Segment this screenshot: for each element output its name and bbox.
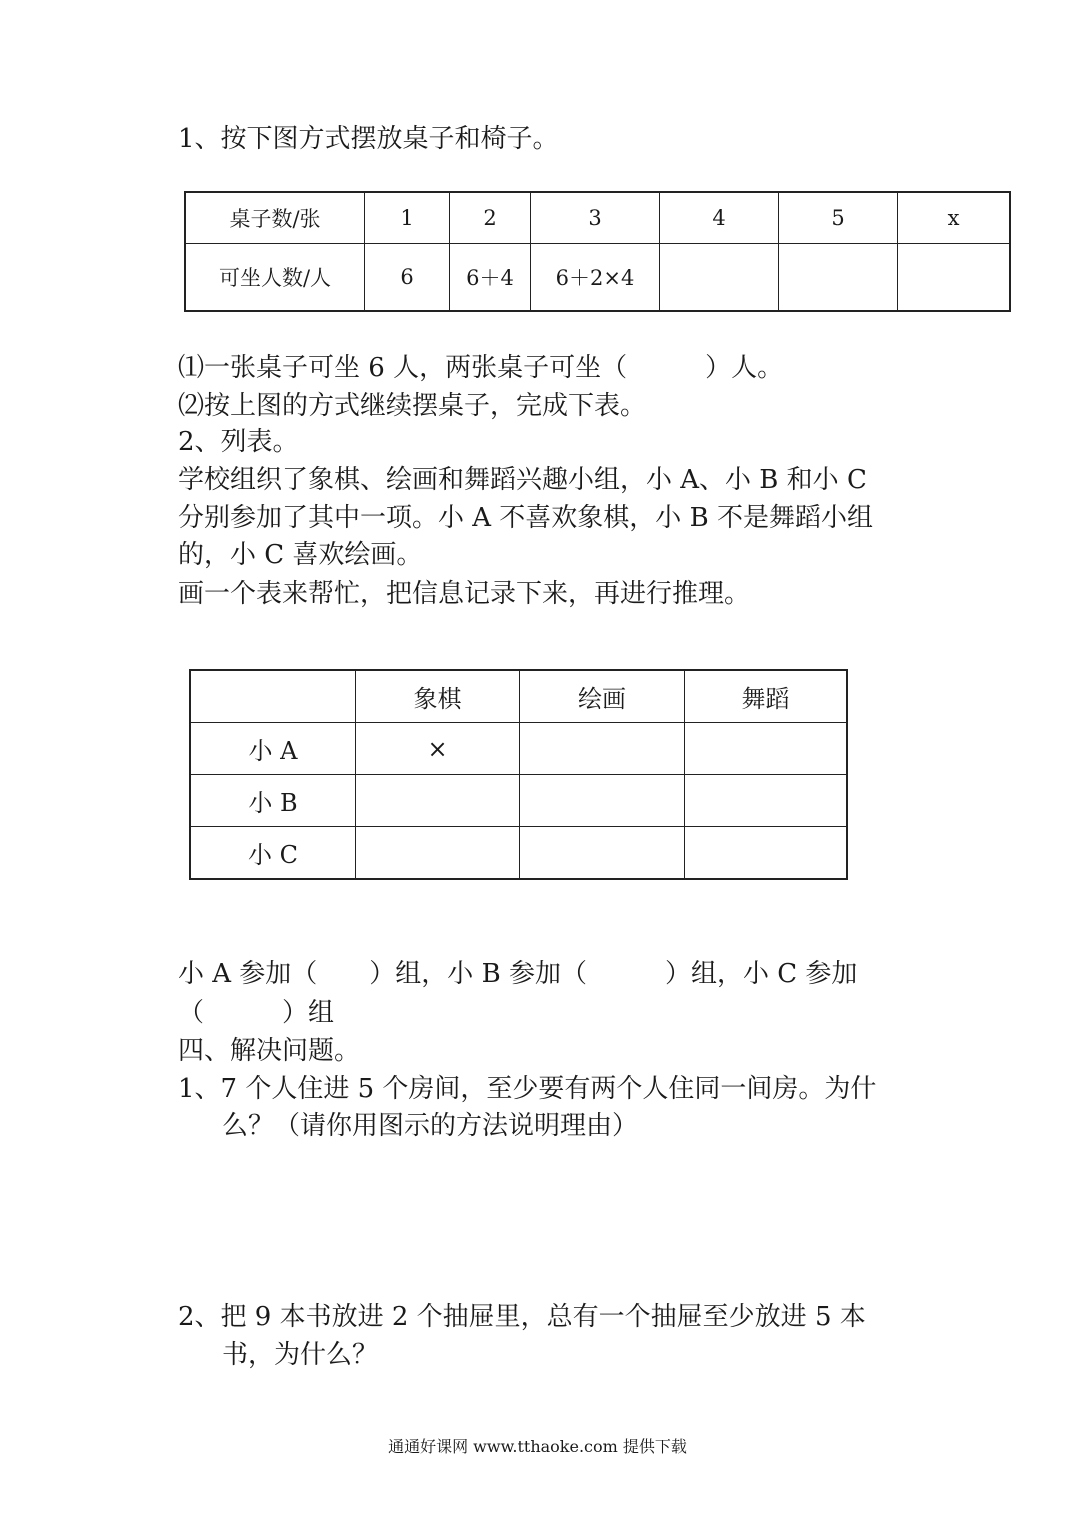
table-cell: 桌子数/张 bbox=[185, 192, 365, 244]
tables-chairs-table bbox=[184, 191, 1011, 312]
table-header-row bbox=[190, 670, 847, 723]
question-2-paragraph: 的，小 C 喜欢绘画。 bbox=[178, 540, 423, 570]
question-2-answer: （ ）组 bbox=[178, 998, 335, 1028]
table-cell bbox=[520, 827, 685, 880]
table-cell: 6＋2×4 bbox=[531, 244, 660, 312]
table-cell bbox=[356, 827, 520, 880]
table-cell: 3 bbox=[531, 192, 660, 244]
problem-2-text: 书，为什么？ bbox=[222, 1340, 379, 1370]
table-cell: 2 bbox=[450, 192, 531, 244]
question-2-paragraph: 分别参加了其中一项。小 A 不喜欢象棋，小 B 不是舞蹈小组 bbox=[178, 503, 873, 533]
footer-credit: 通通好课网 www.tthaoke.com 提供下载 bbox=[388, 1437, 687, 1456]
table-cell: 1 bbox=[365, 192, 450, 244]
question-1-sub-2: ⑵按上图的方式继续摆桌子，完成下表。 bbox=[178, 391, 647, 421]
table-cell bbox=[779, 244, 898, 312]
table-cell: × bbox=[356, 723, 520, 775]
table-cell bbox=[660, 244, 779, 312]
table-cell: 可坐人数/人 bbox=[185, 244, 365, 312]
problem-1-text: 么？（请你用图示的方法说明理由） bbox=[222, 1111, 639, 1141]
question-2-answer: 小 A 参加（ ）组，小 B 参加（ ）组，小 C 参加 bbox=[178, 959, 858, 989]
table-cell bbox=[685, 827, 848, 880]
table-row bbox=[190, 827, 847, 880]
table-cell bbox=[190, 670, 356, 723]
table-cell: 6 bbox=[365, 244, 450, 312]
question-2-title: 2、列表。 bbox=[178, 427, 299, 457]
table-cell bbox=[685, 723, 848, 775]
table-cell: 小 B bbox=[190, 775, 356, 827]
table-cell: 小 A bbox=[190, 723, 356, 775]
table-cell bbox=[685, 775, 848, 827]
question-2-paragraph: 学校组织了象棋、绘画和舞蹈兴趣小组，小 A、小 B 和小 C bbox=[178, 465, 867, 495]
problem-2-text: 2、把 9 本书放进 2 个抽屉里，总有一个抽屉至少放进 5 本 bbox=[178, 1302, 866, 1332]
table-cell: x bbox=[898, 192, 1011, 244]
table-cell: 5 bbox=[779, 192, 898, 244]
table-cell: 6＋4 bbox=[450, 244, 531, 312]
table-cell bbox=[520, 775, 685, 827]
table-row bbox=[185, 244, 1010, 312]
table-cell: 舞蹈 bbox=[685, 670, 848, 723]
table-cell bbox=[520, 723, 685, 775]
table-cell bbox=[356, 775, 520, 827]
table-cell: 象棋 bbox=[356, 670, 520, 723]
table-row bbox=[185, 192, 1010, 244]
table-row bbox=[190, 775, 847, 827]
table-row bbox=[190, 723, 847, 775]
table-cell bbox=[898, 244, 1011, 312]
interest-group-table bbox=[189, 669, 848, 880]
section-4-title: 四、解决问题。 bbox=[178, 1036, 361, 1066]
question-2-instruction: 画一个表来帮忙，把信息记录下来，再进行推理。 bbox=[178, 579, 751, 609]
table-cell: 4 bbox=[660, 192, 779, 244]
table-cell: 绘画 bbox=[520, 670, 685, 723]
table-cell: 小 C bbox=[190, 827, 356, 880]
problem-1-text: 1、7 个人住进 5 个房间，至少要有两个人住同一间房。为什 bbox=[178, 1074, 877, 1104]
question-1-sub-1: ⑴一张桌子可坐 6 人，两张桌子可坐（ ）人。 bbox=[178, 353, 784, 383]
question-1-title: 1、按下图方式摆放桌子和椅子。 bbox=[178, 124, 559, 154]
